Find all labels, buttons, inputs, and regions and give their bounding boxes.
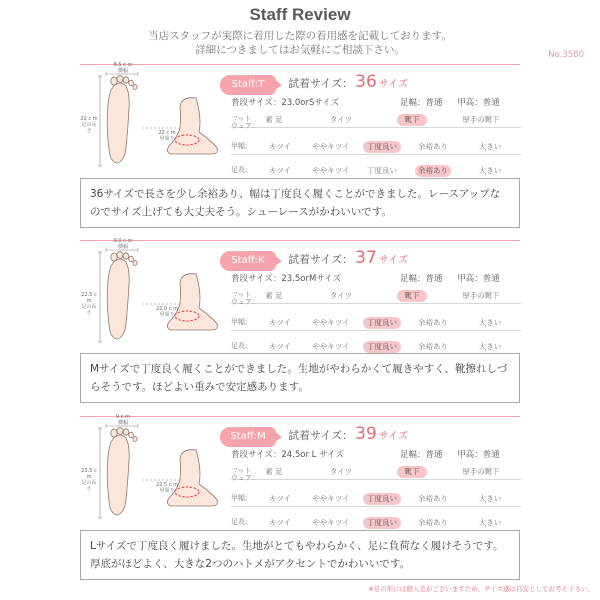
usual-size: 普段サイズ：23.0orSサイズ bbox=[231, 98, 340, 108]
subtitle-line-2: 詳細につきましてはお気軽にご相談下さい。 bbox=[195, 44, 405, 56]
page-header bbox=[0, 0, 600, 66]
row-label: 足長： bbox=[231, 518, 252, 526]
option-length-row-3: 余裕あり bbox=[418, 518, 448, 527]
row-label: 足長： bbox=[231, 166, 252, 174]
option-instep-row-0: キツイ bbox=[268, 142, 292, 151]
trial-size-label: 試着サイズ： bbox=[288, 77, 354, 90]
foot-diagram-icon bbox=[80, 420, 220, 530]
option-instep-row-0: キツイ bbox=[268, 318, 292, 327]
row-label: フット ウェア： bbox=[231, 291, 259, 306]
foot-shape bbox=[400, 448, 500, 460]
option-instep-row-3: 余裕あり bbox=[418, 142, 448, 151]
option-footwear-row-3: 厚手の靴下 bbox=[462, 291, 500, 300]
trial-size-value: 36 bbox=[355, 72, 377, 92]
foot-width-label: 足幅： bbox=[400, 98, 426, 108]
option-instep-row-2: 丁度良い bbox=[363, 141, 401, 153]
option-instep-row-4: 大きい bbox=[478, 318, 502, 327]
trial-size bbox=[288, 72, 408, 92]
instep-dimension: 22.5 c m 甲周り bbox=[156, 482, 178, 494]
footnote: ※足の形には個人差がございますため、サイズ感は目安としてお考え下さい。 bbox=[368, 585, 594, 593]
option-length-row-2: 丁度良い bbox=[363, 341, 401, 353]
option-instep-row-1: ややキツイ bbox=[312, 318, 350, 327]
foot-length-dimension: 22.5 c m 足の長さ bbox=[81, 292, 97, 316]
trial-size-unit: サイズ bbox=[378, 431, 408, 442]
option-instep-row-3: 余裕あり bbox=[418, 494, 448, 503]
staff-badge: Staff:K bbox=[220, 251, 276, 271]
instep-height-value: 普通 bbox=[482, 274, 500, 284]
length-row bbox=[231, 163, 521, 179]
option-length-row-4: 大きい bbox=[478, 166, 502, 175]
foot-diagram-icon bbox=[80, 68, 220, 178]
option-length-row-3: 余裕あり bbox=[418, 342, 448, 351]
option-length-row-1: ややキツイ bbox=[312, 166, 350, 175]
option-instep-row-4: 大きい bbox=[478, 494, 502, 503]
trial-size-value: 39 bbox=[355, 424, 377, 444]
instep-height-label: 甲高： bbox=[457, 450, 483, 460]
option-footwear-row-0: 素 足 bbox=[265, 291, 283, 300]
review-comment: Mサイズで丁度良く履くことができました。生地がやわらかくて履きやすく、靴擦れしづらそうです。ほどよい重みで安定感あります。 bbox=[80, 353, 520, 403]
option-footwear-row-1: タイツ bbox=[329, 291, 353, 300]
foot-width-value: 普通 bbox=[425, 274, 443, 284]
foot-width-dimension: 9 c m 横幅 bbox=[116, 414, 130, 426]
option-footwear-row-2: 靴下 bbox=[397, 114, 427, 126]
instep-height-label: 甲高： bbox=[457, 274, 483, 284]
row-label: 甲幅： bbox=[231, 318, 252, 326]
option-instep-row-0: キツイ bbox=[268, 494, 292, 503]
foot-length-dimension: 23.5 c m 足の長さ bbox=[81, 468, 97, 492]
row-label: 甲幅： bbox=[231, 142, 252, 150]
option-length-row-4: 大きい bbox=[478, 342, 502, 351]
page-title: Staff Review bbox=[249, 5, 351, 24]
foot-width-value: 普通 bbox=[425, 98, 443, 108]
option-length-row-1: ややキツイ bbox=[312, 518, 350, 527]
foot-shape bbox=[400, 272, 500, 284]
foot-shape bbox=[400, 96, 500, 108]
length-row bbox=[231, 515, 521, 531]
trial-size-value: 37 bbox=[355, 248, 377, 268]
option-length-row-2: 丁度良い bbox=[363, 517, 401, 529]
instep-row bbox=[231, 315, 521, 331]
option-instep-row-2: 丁度良い bbox=[363, 317, 401, 329]
usual-size: 普段サイズ：24.5or L サイズ bbox=[231, 450, 344, 460]
trial-size bbox=[288, 424, 408, 444]
foot-figure bbox=[80, 414, 220, 530]
option-length-row-1: ややキツイ bbox=[312, 342, 350, 351]
foot-figure bbox=[80, 62, 220, 178]
option-footwear-row-2: 靴下 bbox=[397, 466, 427, 478]
instep-height-label: 甲高： bbox=[457, 98, 483, 108]
foot-width-value: 普通 bbox=[425, 450, 443, 460]
staff-badge: Staff:T bbox=[220, 75, 276, 95]
option-length-row-4: 大きい bbox=[478, 518, 502, 527]
instep-height-value: 普通 bbox=[482, 450, 500, 460]
row-label: フット ウェア： bbox=[231, 115, 259, 130]
review-comment: 36サイズで長さを少し余裕あり、幅は丁度良く履くことができました。レースアップなのでサイズ上げても大丈夫そう。シューレースがかわいいです。 bbox=[80, 178, 520, 228]
instep-row bbox=[231, 491, 521, 507]
option-length-row-2: 丁度良い bbox=[367, 166, 397, 175]
foot-figure bbox=[80, 238, 220, 354]
footwear-row bbox=[231, 464, 521, 480]
row-label: フット ウェア： bbox=[231, 467, 259, 482]
trial-size-unit: サイズ bbox=[378, 79, 408, 90]
usual-size: 普段サイズ：23.5orMサイズ bbox=[231, 274, 342, 284]
review-comment: Lサイズで丁度良く履けました。生地がとてもやわらかく、足に負荷なく履けそうです。厚底がほどよく、大きな2つのハトメがアクセントでかわいいです。 bbox=[80, 530, 520, 580]
trial-size-label: 試着サイズ： bbox=[288, 429, 354, 442]
instep-dimension: 22 c m 甲周り bbox=[158, 130, 176, 142]
instep-dimension: 22.0 c m 甲周り bbox=[156, 306, 178, 318]
foot-width-label: 足幅： bbox=[400, 450, 426, 460]
divider bbox=[80, 416, 520, 417]
foot-width-dimension: 8.5 c m 横幅 bbox=[113, 62, 133, 74]
instep-row bbox=[231, 139, 521, 155]
option-footwear-row-1: タイツ bbox=[329, 467, 353, 476]
option-footwear-row-1: タイツ bbox=[329, 115, 353, 124]
trial-size bbox=[288, 248, 408, 268]
divider bbox=[80, 64, 520, 65]
subtitle-line-1: 当店スタッフが実際に着用した際の着用感を記載しております。 bbox=[148, 30, 452, 42]
foot-width-label: 足幅： bbox=[400, 274, 426, 284]
option-footwear-row-3: 厚手の靴下 bbox=[462, 467, 500, 476]
trial-size-unit: サイズ bbox=[378, 255, 408, 266]
option-length-row-0: キツイ bbox=[268, 342, 292, 351]
row-label: 足長： bbox=[231, 342, 252, 350]
option-footwear-row-3: 厚手の靴下 bbox=[462, 115, 500, 124]
option-length-row-3: 余裕あり bbox=[415, 165, 451, 177]
footwear-row bbox=[231, 288, 521, 304]
option-instep-row-1: ややキツイ bbox=[312, 142, 350, 151]
document-number: No.3580 bbox=[548, 50, 584, 60]
footwear-row bbox=[231, 112, 521, 128]
instep-height-value: 普通 bbox=[482, 98, 500, 108]
trial-size-label: 試着サイズ： bbox=[288, 253, 354, 266]
foot-diagram-icon bbox=[80, 244, 220, 354]
divider bbox=[80, 240, 520, 241]
option-instep-row-2: 丁度良い bbox=[363, 493, 401, 505]
option-footwear-row-2: 靴下 bbox=[397, 290, 427, 302]
staff-badge: Staff:M bbox=[220, 427, 276, 447]
foot-length-dimension: 22 c m 足の長さ bbox=[80, 116, 98, 134]
option-length-row-0: キツイ bbox=[268, 518, 292, 527]
option-instep-row-1: ややキツイ bbox=[312, 494, 350, 503]
foot-width-dimension: 9.0 c m 横幅 bbox=[113, 238, 133, 250]
option-footwear-row-0: 素 足 bbox=[265, 467, 283, 476]
option-instep-row-3: 余裕あり bbox=[418, 318, 448, 327]
option-length-row-0: キツイ bbox=[268, 166, 292, 175]
row-label: 甲幅： bbox=[231, 494, 252, 502]
option-instep-row-4: 大きい bbox=[478, 142, 502, 151]
option-footwear-row-0: 素 足 bbox=[265, 115, 283, 124]
